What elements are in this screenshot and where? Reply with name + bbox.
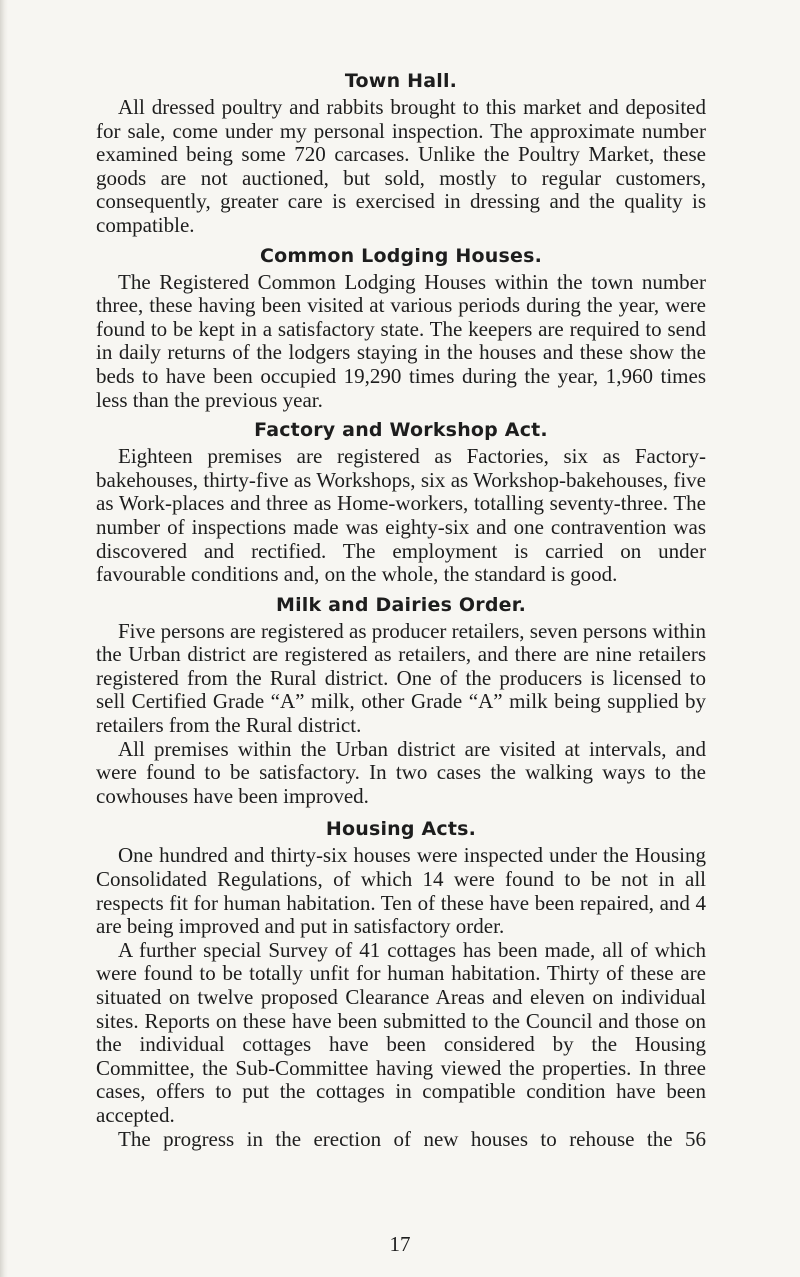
- section-heading-factory-workshop-act: Factory and Workshop Act.: [254, 419, 548, 442]
- paragraph-housing-2: A further special Survey of 41 cottages has been made, all of which were found to be totally unfit for human habitation. Thirty of these are situated on twelve proposed Clearance Areas and eleven on individual sites. Reports on these have been submitted to the Council and those on the individual cottages have been considered by the Housing Committee, the Sub-Committee having viewed the properties. In three cases, offers to put the cottages in compatible condition have been accepted.: [96, 937, 706, 1127]
- section-heading-town-hall: Town Hall.: [344, 70, 458, 92]
- paragraph-milk-dairies-2: All premises within the Urban district are visited at intervals, and were found to be satisfactory. In two cases the walking ways to the cowhouses have been improved.: [96, 736, 706, 808]
- section-heading-common-lodging-houses: Common Lodging Houses.: [259, 244, 542, 267]
- paragraph-common-lodging-houses: The Registered Common Lodging Houses within the town number three, these having been visited at various periods during the year, were found to be kept in a satisfactory state. The keepers are required to send in daily returns of the lodgers staying in the houses and these show the beds to have been occupied 19,290 times during the year, 1,960 times less than the previous year.: [96, 269, 706, 412]
- section-heading-housing-acts: Housing Acts.: [325, 818, 477, 841]
- paragraph-housing-1: One hundred and thirty-six houses were inspected under the Housing Consolidated Regulations, of which 14 were found to be not in all respects fit for human habitation. Ten of these have been repaired, and 4 are being improved and put in satisfactory order.: [96, 843, 706, 939]
- paragraph-factory-workshop-act: Eighteen premises are registered as Factories, six as Factory-bakehouses, thirty-five as Workshops, six as Workshop-bakehouses, five as Work-places and three as Home-workers, totalling seventy-three. The number of inspections made was eighty-six and one contravention was discovered and rectified. The employment is carried on under favourable conditions and, on the whole, the standard is good.: [96, 444, 706, 587]
- paragraph-milk-dairies-1: Five persons are registered as producer retailers, seven persons within the Urban district are registered as retailers, and there are nine retailers registered from the Rural district. One of the producers is licensed to sell Certified Grade “A” milk, other Grade “A” milk being supplied by retailers from the Rural district.: [96, 618, 706, 738]
- page-edge-shadow: [0, 0, 8, 1277]
- page-number: 17: [389, 1232, 411, 1256]
- section-heading-milk-dairies-order: Milk and Dairies Order.: [275, 593, 527, 616]
- paragraph-housing-3: The progress in the erection of new houses to rehouse the 56: [118, 1126, 706, 1151]
- paragraph-town-hall: All dressed poultry and rabbits brought to this market and deposited for sale, come under my personal inspection. The approximate number examined being some 720 carcases. Unlike the Poultry Market, these goods are not auctioned, but sold, mostly to regular customers, consequently, greater care is exercised in dressing and the quality is compatible.: [96, 95, 706, 237]
- document-page: [96, 66, 706, 1151]
